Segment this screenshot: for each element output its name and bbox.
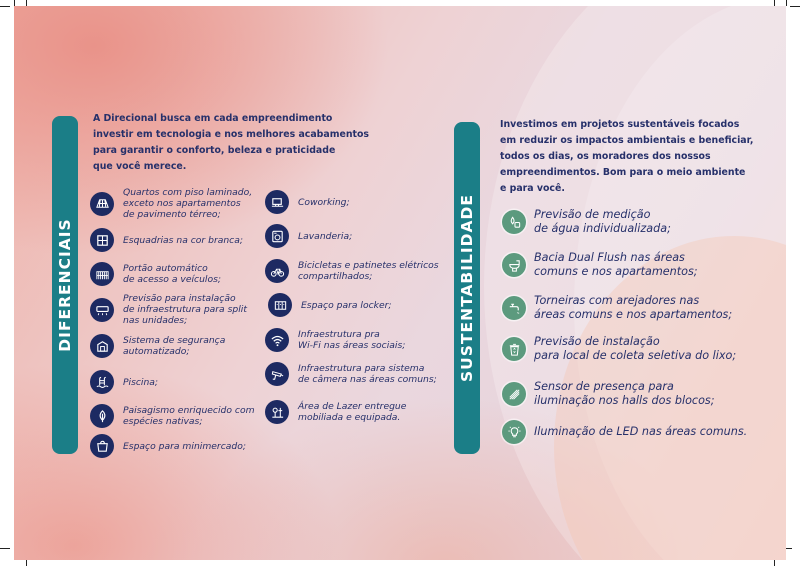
- coworking-icon: [265, 190, 289, 214]
- sustain-selective-collection: Previsão de instalação para local de coleta seletiva do lixo;: [502, 335, 736, 363]
- diferenciais-tab: [52, 116, 78, 454]
- presence-sensor-icon: [502, 382, 526, 406]
- diferenciais-intro: A Direcional busca em cada empreendimento investir em tecnologia e nos melhores acabamentos para garantir o conforto, beleza e praticidade que você merece.: [93, 113, 370, 172]
- tree-icon: [90, 404, 114, 428]
- pool-icon: [90, 370, 114, 394]
- feature-coworking: Coworking;: [265, 190, 350, 214]
- automatic-gate-icon: [90, 262, 114, 286]
- sustain-water-metering: Previsão de medição de água individualizada;: [502, 208, 671, 236]
- crop-mark: [0, 6, 10, 7]
- diferenciais-title: DIFERENCIAIS: [56, 218, 74, 352]
- water-meter-icon: [502, 210, 526, 234]
- feature-white-frames: Esquadrias na cor branca;: [90, 228, 243, 252]
- feature-bikes-scooters: Bicicletas e patinetes elétricos compartilhados;: [265, 259, 439, 283]
- floor-tiles-icon: [90, 192, 114, 216]
- faucet-aerator-icon: [502, 296, 526, 320]
- sustain-led-lighting: Iluminação de LED nas áreas comuns.: [502, 420, 747, 444]
- feature-cctv: Infraestrutura para sistema de câmera nas áreas comuns;: [265, 362, 437, 386]
- feature-pool: Piscina;: [90, 370, 158, 394]
- sustentabilidade-tab: [454, 122, 480, 454]
- feature-security-system: Sistema de segurança automatizado;: [90, 334, 225, 358]
- sustentabilidade-title: SUSTENTABILIDADE: [458, 194, 476, 382]
- feature-wifi: Infraestrutura pra Wi-Fi nas áreas sociais;: [265, 328, 405, 352]
- led-bulb-icon: [502, 420, 526, 444]
- split-ac-icon: [90, 298, 114, 322]
- feature-locker: Espaço para locker;: [268, 293, 392, 317]
- feature-leisure-area: Área de Lazer entregue mobiliada e equipada.: [265, 400, 406, 424]
- sustain-faucet-aerators: Torneiras com arejadores nas áreas comuns e nos apartamentos;: [502, 294, 732, 322]
- security-system-icon: [90, 334, 114, 358]
- locker-icon: [268, 293, 292, 317]
- leisure-area-icon: [265, 400, 289, 424]
- sustain-dual-flush: Bacia Dual Flush nas áreas comuns e nos apartamentos;: [502, 251, 698, 279]
- feature-minimarket: Espaço para minimercado;: [90, 434, 246, 458]
- crop-mark: [786, 0, 787, 6]
- minimarket-icon: [90, 434, 114, 458]
- cctv-camera-icon: [265, 362, 289, 386]
- dual-flush-toilet-icon: [502, 253, 526, 277]
- brochure-page: [14, 6, 786, 560]
- recycling-bin-icon: [502, 337, 526, 361]
- washing-machine-icon: [265, 224, 289, 248]
- feature-laundry: Lavanderia;: [265, 224, 352, 248]
- wifi-icon: [265, 328, 289, 352]
- feature-laminate-floor: Quartos com piso laminado, exceto nos apartamentos de pavimento térreo;: [90, 187, 252, 220]
- feature-split-ac: Previsão para instalação de infraestrutura para split nas unidades;: [90, 293, 247, 326]
- sustain-presence-sensor: Sensor de presença para iluminação nos halls dos blocos;: [502, 380, 715, 408]
- sustentabilidade-intro: Investimos em projetos sustentáveis focados em reduzir os impactos ambientais e beneficiar, todos os dias, os moradores dos nossos empreendimentos. Bom para o meio ambiente e para você.: [500, 119, 754, 194]
- window-frame-icon: [90, 228, 114, 252]
- crop-mark: [0, 548, 10, 549]
- feature-automatic-gate: Portão automático de acesso a veículos;: [90, 262, 221, 286]
- crop-mark: [790, 6, 800, 7]
- feature-landscaping: Paisagismo enriquecido com espécies nativas;: [90, 404, 255, 428]
- bicycle-icon: [265, 259, 289, 283]
